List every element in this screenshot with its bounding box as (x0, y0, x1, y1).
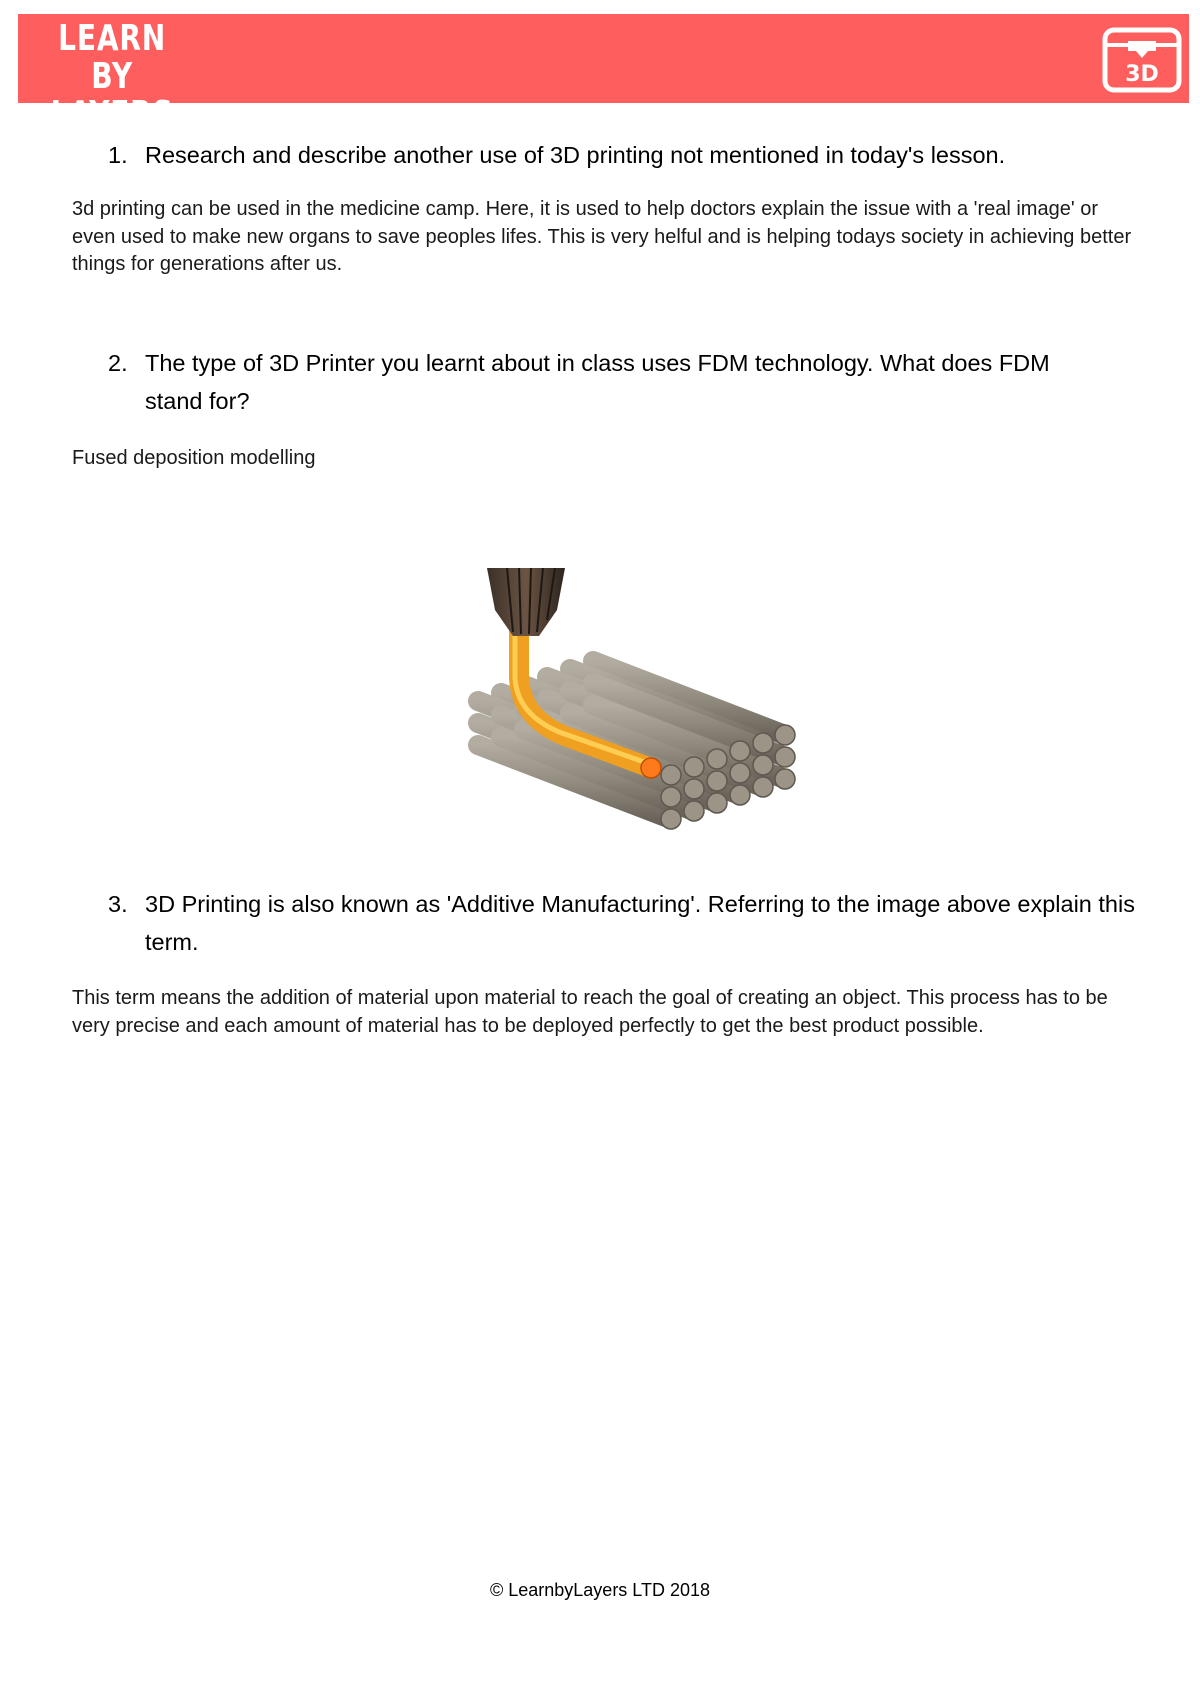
question-number: 3. (108, 891, 128, 917)
copyright-footer: © LearnbyLayers LTD 2018 (489, 1580, 711, 1600)
question-2 (108, 344, 1108, 420)
3d-printer-icon (1102, 27, 1182, 93)
question-text: Research and describe another use of 3D printing not mentioned in today's lesson. (145, 142, 1006, 168)
question-3 (108, 885, 1138, 961)
brand-logo (38, 20, 186, 134)
answer-2: Fused deposition modelling (72, 447, 316, 469)
fdm-printing-illustration (455, 568, 800, 830)
logo-line-1: LEARN BY (58, 18, 167, 97)
question-number: 2. (108, 350, 128, 376)
question-1 (108, 136, 1118, 174)
answer-3: This term means the addition of material upon material to reach the goal of creating an object. This process has to be very precise and each amount of material has to be deployed perfectly to get the best product possible. (72, 987, 1108, 1037)
header-banner (18, 14, 1189, 135)
question-number: 1. (108, 142, 128, 168)
3d-icon-label: 3D (1125, 62, 1159, 87)
logo-line-2: LAYERS (50, 94, 174, 135)
question-text: 3D Printing is also known as 'Additive Manufacturing'. Referring to the image above explain this term. (145, 891, 1135, 955)
question-text: The type of 3D Printer you learnt about in class uses FDM technology. What does FDM stand for? (145, 350, 1050, 414)
answer-1: 3d printing can be used in the medicine camp. Here, it is used to help doctors explain the issue with a 'real image' or even used to make new organs to save peoples lifes. This is very helful and is helping todays society in achieving better things for generations after us. (72, 198, 1132, 275)
